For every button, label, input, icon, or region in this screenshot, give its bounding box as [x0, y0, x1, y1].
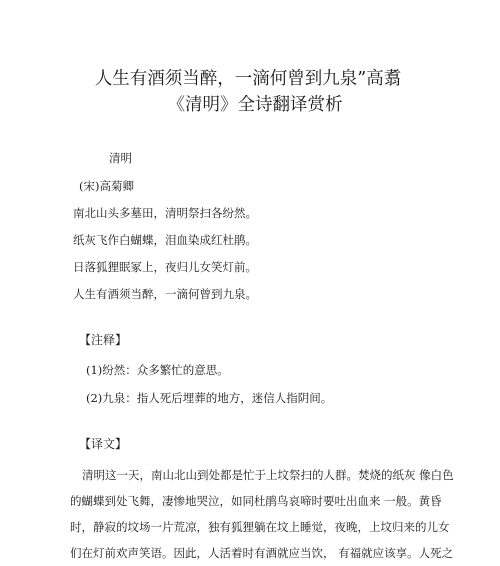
translation-line: 的蝴蝶到处飞舞，凄惨地哭泣，如同杜鹃鸟哀啼时要吐出血来 一般。黄昏 [70, 494, 442, 508]
document-title-line-2: 《清明》全诗翻译赏析 [167, 95, 343, 115]
poem-line: 日落狐狸眠冢上，夜归儿女笑灯前。 [73, 260, 257, 274]
poem-line: 南北山头多墓田，清明祭扫各纷然。 [73, 206, 257, 220]
translation-line: 清明这一天，南山北山到处都是忙于上坟祭扫的人群。焚烧的纸灰 像白色 [82, 468, 454, 482]
poem-name: 清明 [109, 151, 132, 165]
poem-line: 纸灰飞作白蝴蝶，泪血染成红杜鹃。 [73, 233, 257, 247]
note-item: (1)纷然：众多繁忙的意思。 [86, 363, 229, 377]
note-item: (2)九泉：指人死后埋葬的地方，迷信人指阴间。 [86, 391, 333, 405]
poem-line: 人生有酒须当醉，一滴何曾到九泉。 [73, 287, 257, 301]
document-title-line-1: 人生有酒须当醉，一滴何曾到九泉”高翥 [94, 69, 402, 89]
translation-line: 们在灯前欢声笑语。因此，人活着时有酒就应当饮， 有福就应该享。人死之 [70, 546, 454, 560]
poem-author: (宋)高菊卿 [79, 179, 134, 193]
translation-paragraph [70, 462, 454, 566]
translation-line: 时，静寂的坟场一片荒凉，独有狐狸躺在坟上睡觉，夜晚，上坟归来的儿女 [70, 520, 450, 534]
translation-heading: 【译文】 [79, 437, 128, 451]
notes-heading: 【注释】 [79, 333, 128, 347]
